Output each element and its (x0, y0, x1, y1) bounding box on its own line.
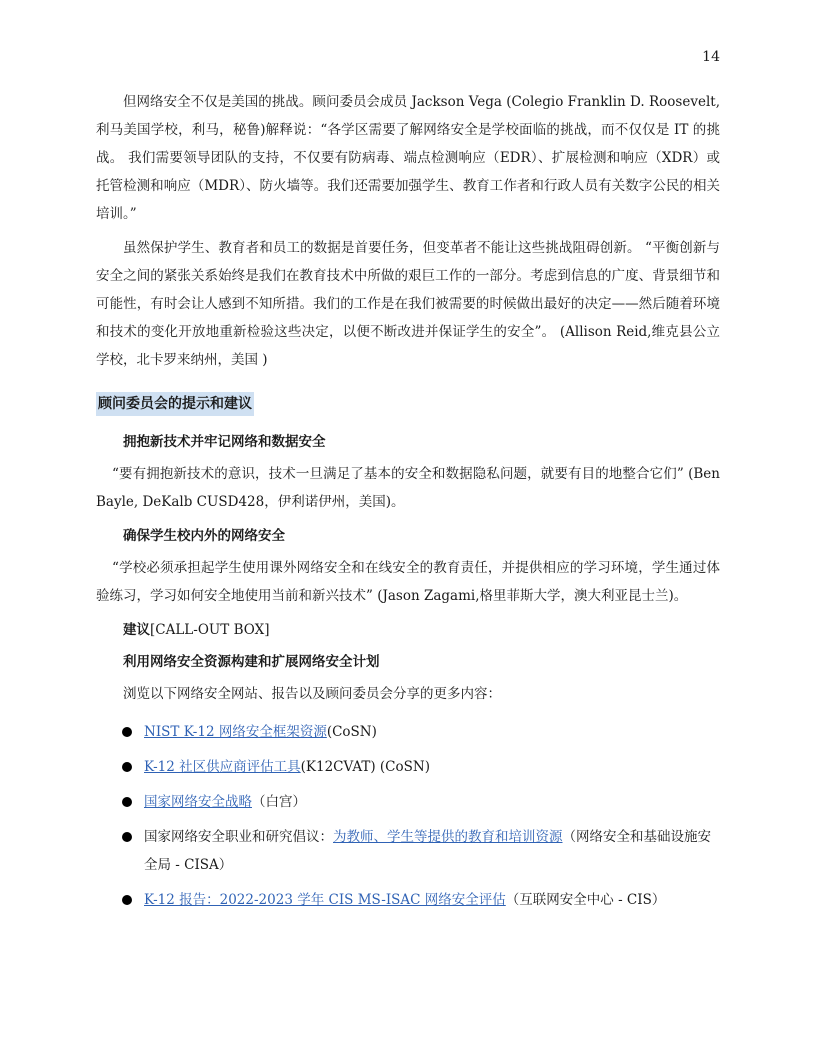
paragraph-cybersecurity-challenge: 但网络安全不仅是美国的挑战。顾问委员会成员 Jackson Vega (Colegio Franklin D. Roosevelt,利马美国学校，利马，秘鲁)解释说：“各学区需要了解网络安全是学校面临的挑战，而不仅仅是 IT 的挑战。 我们需要领导团队的支持，不仅要有防病毒、端点检测响应（EDR）、扩展检测和响应（XDR）或托管检测和响应（MDR）、防火墙等。我们还需要加强学生、教育工作者和行政人员有关数字公民的相关培训。” (96, 94, 720, 222)
resources-intro: 浏览以下网络安全网站、报告以及顾问委员会分享的更多内容： (123, 686, 501, 702)
list-item (96, 823, 720, 879)
bullet-icon (122, 895, 132, 905)
resource-source: （网络安全和基础设施安全局 - CISA） (144, 829, 711, 873)
resource-list (96, 718, 720, 914)
resource-link-cis-report[interactable]: K-12 报告：2022-2023 学年 CIS MS-ISAC 网络安全评估 (144, 892, 506, 908)
resource-prefix: 国家网络安全职业和研究倡议： (144, 829, 333, 845)
callout-placeholder: [CALL-OUT BOX] (150, 622, 270, 638)
page-number: 14 (702, 49, 720, 65)
tip-quote-student-safety: “学校必须承担起学生使用课外网络安全和在线安全的教育责任，并提供相应的学习环境，学生通过体验练习，学习如何安全地使用当前和新兴技术” (Jason Zagami,格里菲斯大学，澳大利亚昆士兰)。 (96, 560, 720, 604)
resource-link-nist[interactable]: NIST K-12 网络安全框架资源 (144, 724, 327, 740)
callout-label (123, 618, 720, 642)
bullet-icon (122, 727, 132, 737)
paragraph-balance-innovation: 虽然保护学生、教育者和员工的数据是首要任务，但变革者不能让这些挑战阻碍创新。 “平衡创新与安全之间的紧张关系始终是我们在教育技术中所做的艰巨工作的一部分。考虑到信息的广度、背景细节和可能性，有时会让人感到不知所措。我们的工作是在我们被需要的时候做出最好的决定——然后随着环境和技术的变化开放地重新检验这些决定，以便不断改进并保证学生的安全”。 (Allison Reid,维克县公立学校，北卡罗来纳州，美国 ) (96, 240, 720, 368)
resource-link-k12cvat[interactable]: K-12 社区供应商评估工具 (144, 759, 301, 775)
resource-source: （白宫） (252, 794, 306, 810)
section-heading: 顾问委员会的提示和建议 (96, 392, 254, 416)
bullet-icon (122, 762, 132, 772)
list-item (96, 788, 720, 816)
resource-link-national-strategy[interactable]: 国家网络安全战略 (144, 794, 252, 810)
list-item (96, 718, 720, 746)
bullet-icon (122, 797, 132, 807)
resource-source: （互联网安全中心 - CIS） (505, 892, 666, 908)
resource-link-education-training[interactable]: 为教师、学生等提供的教育和培训资源 (333, 829, 563, 845)
list-item (96, 886, 720, 914)
document-body (96, 88, 720, 921)
resources-heading: 利用网络安全资源构建和扩展网络安全计划 (123, 654, 380, 670)
bullet-icon (122, 832, 132, 842)
tip-heading-student-safety: 确保学生校内外的网络安全 (123, 528, 285, 544)
resource-source: (K12CVAT) (CoSN) (300, 759, 430, 775)
list-item (96, 753, 720, 781)
tip-quote-new-tech: “要有拥抱新技术的意识，技术一旦满足了基本的安全和数据隐私问题，就要有目的地整合它们” (Ben Bayle, DeKalb CUSD428，伊利诺伊州，美国)。 (96, 466, 720, 510)
tip-heading-new-tech: 拥抱新技术并牢记网络和数据安全 (123, 434, 326, 450)
resource-source: (CoSN) (326, 724, 377, 740)
callout-bold: 建议 (123, 622, 150, 638)
